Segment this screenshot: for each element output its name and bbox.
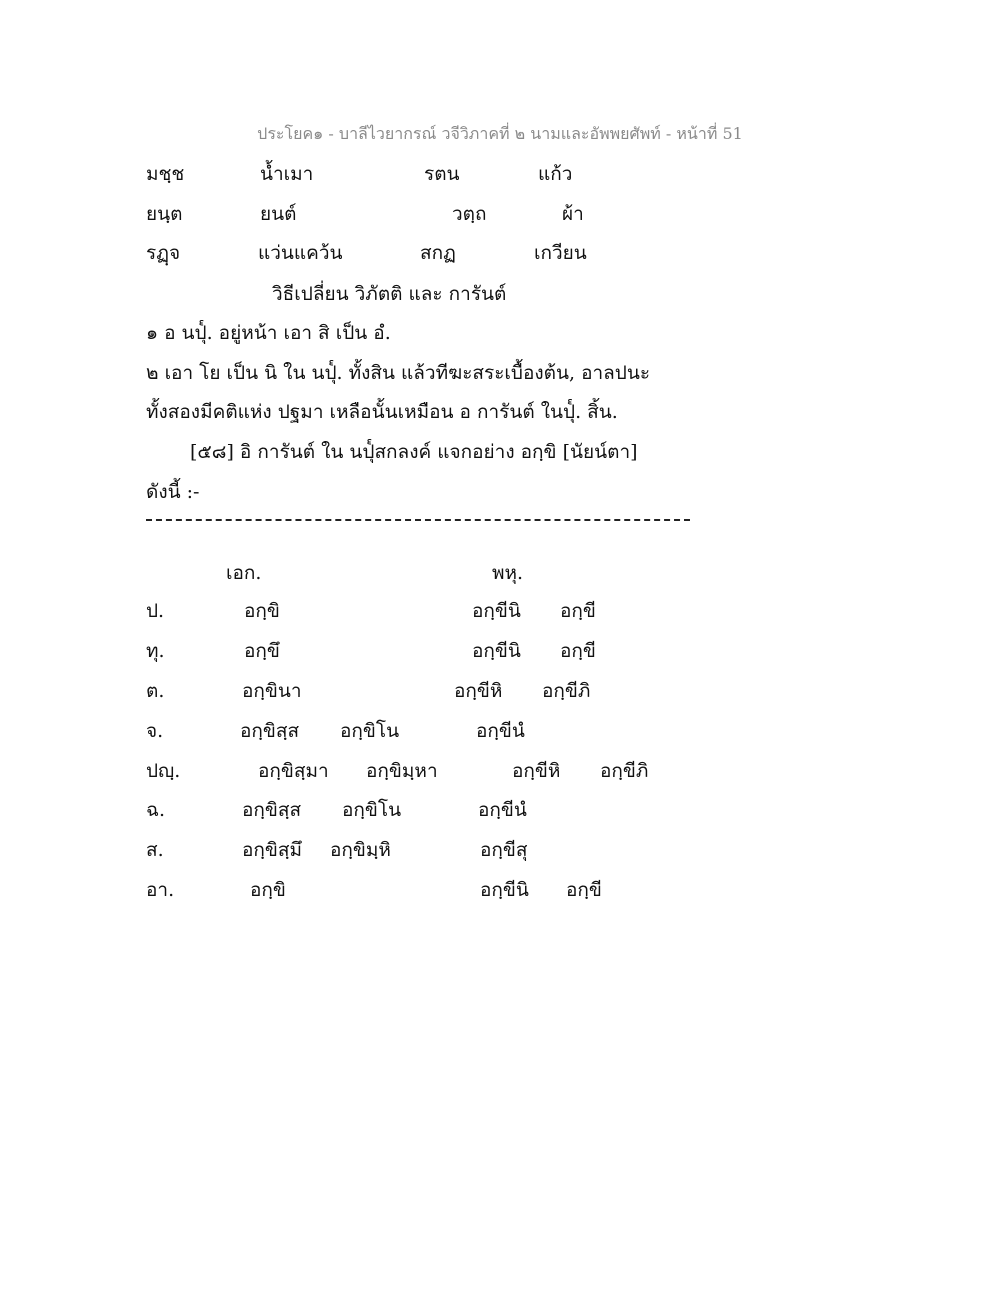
vocab-pali: สกฏ	[420, 242, 456, 264]
rule-2-line-1: ๒ เอา โย เป็น นิ ใน นปุ๎. ทั้งสิน แล้วทีฆะสระเบื้องต้น, อาลปนะ	[146, 362, 651, 384]
header-singular: เอก.	[226, 562, 262, 584]
case-label: ส.	[146, 839, 164, 861]
plural-form: อกฺขีสุ	[480, 839, 528, 861]
plural-form-alt: อกฺขีภิ	[600, 760, 649, 782]
rule-1: ๑ อ นปุ๎. อยู่หน้า เอา สิ เป็น อํ.	[146, 322, 391, 344]
plural-form: อกฺขีนิ	[472, 600, 521, 622]
vocab-pali: รตน	[424, 163, 460, 185]
vocab-pali: มชฺช	[146, 163, 185, 185]
header-plural: พหุ.	[492, 562, 524, 584]
plural-form: อกฺขีนํ	[478, 799, 527, 821]
case-label: ป.	[146, 600, 165, 622]
rule-2-line-2: ทั้งสองมีคติแห่ง ปฐมา เหลือนั้นเหมือน อ การันต์ ในปุ๎. สิ้น.	[146, 401, 618, 423]
vocab-thai: ผ้า	[562, 203, 584, 225]
plural-form: อกฺขีนิ	[472, 640, 521, 662]
singular-form: อกฺขึ	[244, 640, 280, 662]
plural-form: อกฺขีหิ	[454, 680, 503, 702]
case-label: ฉ.	[146, 799, 165, 821]
vocab-pali: รฏฺจ	[146, 242, 181, 264]
singular-form: อกฺขิสฺส	[240, 720, 300, 742]
plural-form: อกฺขีนิ	[480, 879, 529, 901]
singular-form-alt: อกฺขิมฺหิ	[330, 839, 391, 861]
case-label: อา.	[146, 879, 175, 901]
vocab-thai: แก้ว	[538, 163, 573, 185]
singular-form: อกฺขิสฺมา	[258, 760, 329, 782]
singular-form: อกฺขินา	[242, 680, 302, 702]
singular-form: อกฺขิสฺส	[242, 799, 302, 821]
case-label: ต.	[146, 680, 165, 702]
singular-form: อกฺขิสฺมึ	[242, 839, 303, 861]
singular-form-alt: อกฺขิมฺหา	[366, 760, 438, 782]
vocab-thai: น้ำเมา	[260, 163, 314, 185]
vocab-pali: วตฺถ	[452, 203, 487, 225]
plural-form-alt: อกฺขี	[560, 600, 596, 622]
singular-form-alt: อกฺขิโน	[340, 720, 400, 742]
vocab-thai: แว่นแคว้น	[258, 242, 343, 264]
plural-form-alt: อกฺขี	[566, 879, 602, 901]
plural-form-alt: อกฺขีภิ	[542, 680, 591, 702]
dashed-separator	[146, 519, 690, 521]
page-header: ประโยค๑ - บาลีไวยากรณ์ วจีวิภาคที่ ๒ นามและอัพพยศัพท์ - หน้าที่ 51	[257, 124, 743, 143]
vocab-thai: เกวียน	[534, 242, 587, 264]
plural-form-alt: อกฺขี	[560, 640, 596, 662]
singular-form: อกฺขิ	[244, 600, 280, 622]
singular-form: อกฺขิ	[250, 879, 286, 901]
case-label: จ.	[146, 720, 164, 742]
plural-form: อกฺขีหิ	[512, 760, 561, 782]
vocab-pali: ยนฺต	[146, 203, 183, 225]
singular-form-alt: อกฺขิโน	[342, 799, 402, 821]
vocab-thai: ยนต์	[260, 203, 297, 225]
case-label: ปญฺ.	[146, 760, 181, 782]
plural-form: อกฺขีนํ	[476, 720, 525, 742]
case-label: ทุ.	[146, 640, 165, 662]
paragraph-58-line-2: ดังนี้ :-	[146, 481, 200, 503]
section-title: วิธีเปลี่ยน วิภัตติ และ การันต์	[272, 283, 507, 305]
paragraph-58-line-1: [๕๘] อิ การันต์ ใน นปุ๎สกลงค์ แจกอย่าง อกฺขิ [นัยน์ตา]	[190, 441, 638, 463]
